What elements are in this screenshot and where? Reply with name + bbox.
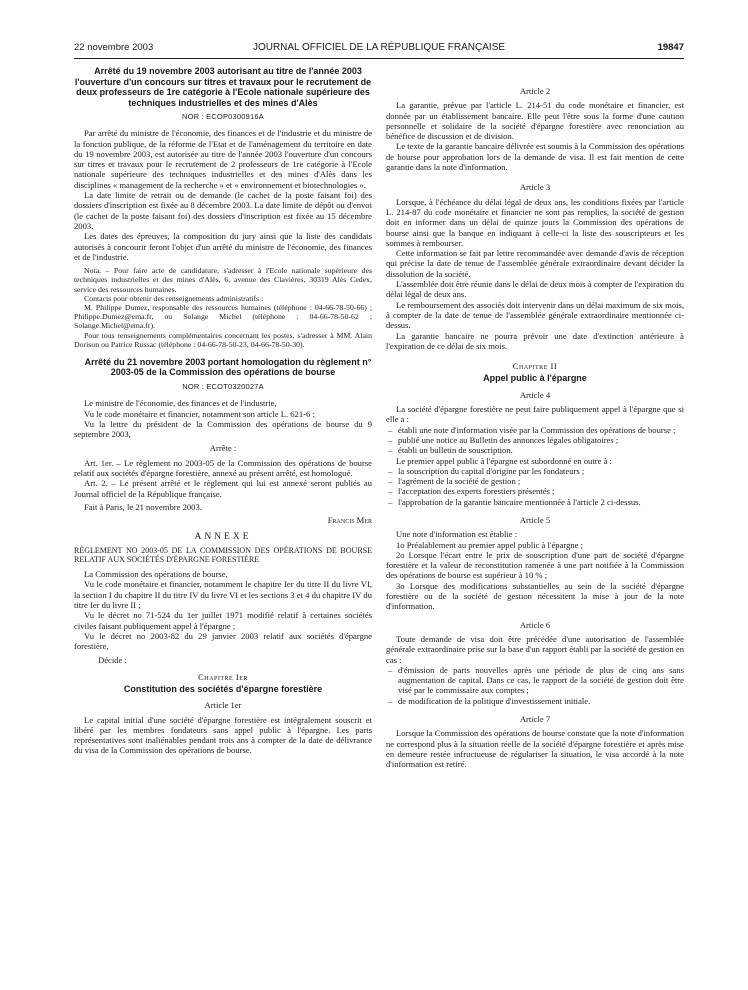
article-2-heading: Article 2: [519, 86, 551, 96]
article-5-para: Une note d'information est établie :: [396, 529, 518, 540]
fait-a-paris: Fait à Paris, le 21 novembre 2003.: [84, 501, 202, 512]
article-4-heading: Article 4: [519, 389, 551, 400]
article-4-list-2: [386, 466, 684, 507]
note-para: M. Philippe Dumez, responsable des ressources humaines (téléphone : 04-66-78-50-66) ; Philippe.Dumez@ema.fr, ou Solange Michel (téléphone : 04-66-78-50-62 ; Solange.Michel@ema.fr).: [74, 302, 372, 331]
arrete1-para: Par arrêté du ministre de l'économie, des finances et de l'industrie et du ministre de la fonction publique, de la réforme de l'Etat et de l'aménagement du territoire en date du 19 novembre 2003, est autorisée au titre de l'année 2003 l'ouverture d'un concours sur titres et travaux pour le recrutement de 2 professeurs de 1re catégorie à l'Ecole nationale supérieure des techniques industrielles et des mines d'Alès dans les disciplines « management de la recherche » et « environnement et biotechnologies ».: [74, 128, 372, 190]
article-5-para: 1o Préalablement au premier appel public à l'épargne ;: [396, 539, 584, 550]
list-item: – d'émission de parts nouvelles après une période de plus de cinq ans sans augmentation de capital. Dans ce cas, le rapport de la société de gestion doit être visé par le commissaire aux comptes ;: [386, 665, 684, 696]
article-5-para: 3o Lorsque des modifications substantielles au sein de la société d'épargne forestière ou de la société de gestion nécessitent la mise à jour de la note d'information.: [386, 580, 684, 612]
chapter-2-title: Appel public à l'épargne: [483, 373, 587, 384]
article-4-para: La société d'épargne forestière ne peut faire publiquement appel à l'épargne que si elle a :: [386, 404, 684, 425]
article-1: Art. 1er. – Le règlement no 2003-05 de la Commission des opérations de bourse relatif aux sociétés d'épargne forestière, annexé au présent arrêté, est homologué.: [74, 457, 372, 479]
arrete2-nor: NOR : ECOT0320027A: [182, 381, 264, 391]
arrete2-title: Arrêté du 21 novembre 2003 portant homologation du règlement n° 2003-05 de la Commission des opérations de bourse: [84, 356, 372, 378]
right-column: [386, 66, 684, 770]
header-rule: [74, 58, 684, 59]
list-item: – établi une note d'information visée par la Commission des opérations de bourse ;: [386, 425, 684, 435]
decide: Décide :: [98, 655, 127, 666]
arrete1-para: La date limite de retrait ou de demande (le cachet de la poste faisant foi) des dossiers d'inscription est fixée au 8 décembre 2003. La date limite de dépôt ou d'envoi (le cachet de la poste faisant foi) des dossiers d'inscription est fixée au 15 décembre 2003.: [74, 190, 372, 231]
article-2-para: Le texte de la garantie bancaire délivrée est soumis à la Commission des opérations de bourse pour approbation lors de la demande de visa. Il est fait mention de cette garantie dans la note d'information.: [386, 141, 684, 173]
note-para: Nota. – Pour faire acte de candidature, s'adresser à l'Ecole nationale supérieure des techniques industrielles et des mines d'Alès, 6, avenue des Clavières, 30319 Alès Cedex, service des ressources humaines.: [74, 266, 372, 294]
article-2: Art. 2. – Le présent arrêté et le règlement qui lui est annexé seront publiés au Journal officiel de la République française.: [74, 478, 372, 499]
arrete-word: Arrête :: [209, 443, 237, 454]
arrete1-nor: NOR : ECOP0300916A: [182, 112, 264, 121]
article-1er-text: Le capital initial d'une société d'épargne forestière est intégralement souscrit et libéré par les membres fondateurs sans appel public à l'épargne. Les parts représentatives sont inaliénables pendant trois ans à compter de la date de délivrance du visa de la Commission des opérations de bourse.: [74, 714, 372, 756]
reglement-para: Vu le code monétaire et financier, notamment le chapitre Ier du titre II du livre VI, la section I du chapitre II du titre IV du livre VI et les sections 3 et 4 du chapitre IV du titre Ier du livre II ;: [74, 579, 372, 610]
arrete1-note: [74, 266, 372, 349]
article-7-para: Lorsque la Commission des opérations de bourse constate que la note d'information ne correspond plus à la situation réelle de la société d'épargne forestière et après mise en demeure restée infructueuse de régulariser la situation, le visa accordé à la note d'information est retiré.: [386, 728, 684, 770]
article-6-list: [386, 665, 684, 706]
arrete2-para: Vu la lettre du président de la Commission des opérations de bourse du 9 septembre 2003,: [74, 418, 372, 440]
article-1er-heading: Article 1er: [204, 700, 242, 711]
article-3-para: La garantie bancaire ne pourra prévoir une date d'extinction antérieure à l'expiration de ce délai de six mois.: [386, 330, 684, 351]
arrete1-para: Les dates des épreuves, la composition du jury ainsi que la liste des candidats autorisés à concourir feront l'objet d'un arrêté du ministre de l'économie, des finances et de l'industrie.: [74, 231, 372, 262]
list-item: – l'approbation de la garantie bancaire mentionnée à l'article 2 ci-dessus.: [386, 497, 684, 507]
article-6-heading: Article 6: [519, 619, 551, 630]
article-2-para: La garantie, prévue par l'article L. 214-51 du code monétaire et financier, est donnée par un établissement bancaire. Elle peut l'être sous la forme d'une caution personnelle et solidaire de la société d'épargne forestière avec renonciation au bénéfice de discussion et de division.: [386, 100, 684, 142]
signature: Francis Mer: [327, 515, 372, 526]
arrete1-title: Arrêté du 19 novembre 2003 autorisant au titre de l'année 2003 l'ouverture d'un concours sur titres et travaux pour le recrutement de deux professeurs de 1re catégorie à l'Ecole nationale supérieure des techniques industrielles et des mines d'Alès: [74, 66, 372, 108]
chapter-1-title: Constitution des sociétés d'épargne forestière: [123, 684, 323, 694]
page-number: 19847: [657, 42, 684, 53]
chapter-2-heading: Chapitre II: [512, 361, 558, 372]
article-3-para: Lorsque, à l'échéance du délai légal de deux ans, les conditions fixées par l'article L. 214-87 du code monétaire et financier ne sont pas remplies, la société de gestion doit en informer dans un délai de quinze jours la Commission des opérations de bourse ainsi que la banque en indiquant à celle-ci la liste des souscripteurs et les sommes à rembourser.: [386, 196, 684, 248]
list-item: – publié une notice au Bulletin des annonces légales obligatoires ;: [386, 435, 684, 445]
left-column: [74, 66, 372, 756]
journal-title: JOURNAL OFFICIEL DE LA RÉPUBLIQUE FRANÇAISE: [252, 42, 506, 53]
article-3-para: Le remboursement des associés doit intervenir dans un délai maximum de six mois, à compter de la date de tenue de l'assemblée générale extraordinaire mentionnée ci-dessus.: [386, 299, 684, 331]
article-3-heading: Article 3: [519, 182, 551, 193]
list-item: – de modification de la politique d'investissement initiale.: [386, 696, 684, 706]
article-7-heading: Article 7: [519, 714, 551, 725]
list-item: – établi un bulletin de souscription.: [386, 445, 684, 455]
chapter-1-heading: Chapitre Ier: [198, 671, 248, 682]
page-header: [74, 42, 684, 56]
note-para: Contacts pour obtenir des renseignements administratifs :: [84, 293, 264, 303]
reglement-para: Vu le décret no 2003-82 du 29 janvier 2003 relatif aux sociétés d'épargne forestière,: [74, 630, 372, 652]
article-6-para: Toute demande de visa doit être précédée d'une autorisation de l'assemblée générale extraordinaire prise sur la base d'un rapport établi par la société de gestion en cas :: [386, 633, 684, 665]
note-para: Pour tous renseignements complémentaires concernant les postes, s'adresser à MM. Alain Dorison ou Patrice Russac (téléphone : 04-66-78-50-23, 04-66-78-50-30).: [74, 330, 372, 349]
article-4-para: Le premier appel public à l'épargne est subordonné en outre à :: [396, 455, 612, 466]
annexe-heading: ANNEXE: [194, 531, 252, 542]
reglement-para: La Commission des opérations de bourse,: [84, 569, 228, 580]
reglement-para: Vu le décret no 71-524 du 1er juillet 1971 modifié relatif à certaines sociétés civiles faisant publiquement appel à l'épargne ;: [74, 610, 372, 631]
list-item: – l'agrément de la société de gestion ;: [386, 476, 684, 486]
arrete2-para: Le ministre de l'économie, des finances et de l'industrie,: [84, 398, 277, 409]
list-item: – la souscription du capital d'origine par les fondateurs ;: [386, 466, 684, 476]
article-5-para: 2o Lorsque l'écart entre le prix de souscription d'une part de société d'épargne forestière et la valeur de reconstitution ramenée à une part notifiée à la Commission des opérations de bourse est supérieur à 10 % ;: [386, 549, 684, 581]
list-item: – l'acceptation des experts forestiers présentés ;: [386, 486, 684, 496]
article-5-heading: Article 5: [519, 514, 551, 525]
header-date: 22 novembre 2003: [74, 42, 154, 53]
article-3-para: L'assemblée doit être réunie dans le délai de deux mois à compter de l'expiration du délai légal de deux ans.: [386, 279, 684, 300]
reglement-title: RÈGLEMENT NO 2003-05 DE LA COMMISSION DES OPÉRATIONS DE BOURSE RELATIF AUX SOCIÉTÉS D'ÉPARGNE FORESTIÈRE: [74, 545, 372, 565]
article-4-list: [386, 425, 684, 456]
arrete2-para: Vu le code monétaire et financier, notamment son article L. 621-6 ;: [84, 408, 315, 419]
article-3-para: Cette information se fait par lettre recommandée avec demande d'avis de réception qui précise la date de tenue de l'assemblée générale extraordinaire devant décider la dissolution de la société.: [386, 248, 684, 279]
